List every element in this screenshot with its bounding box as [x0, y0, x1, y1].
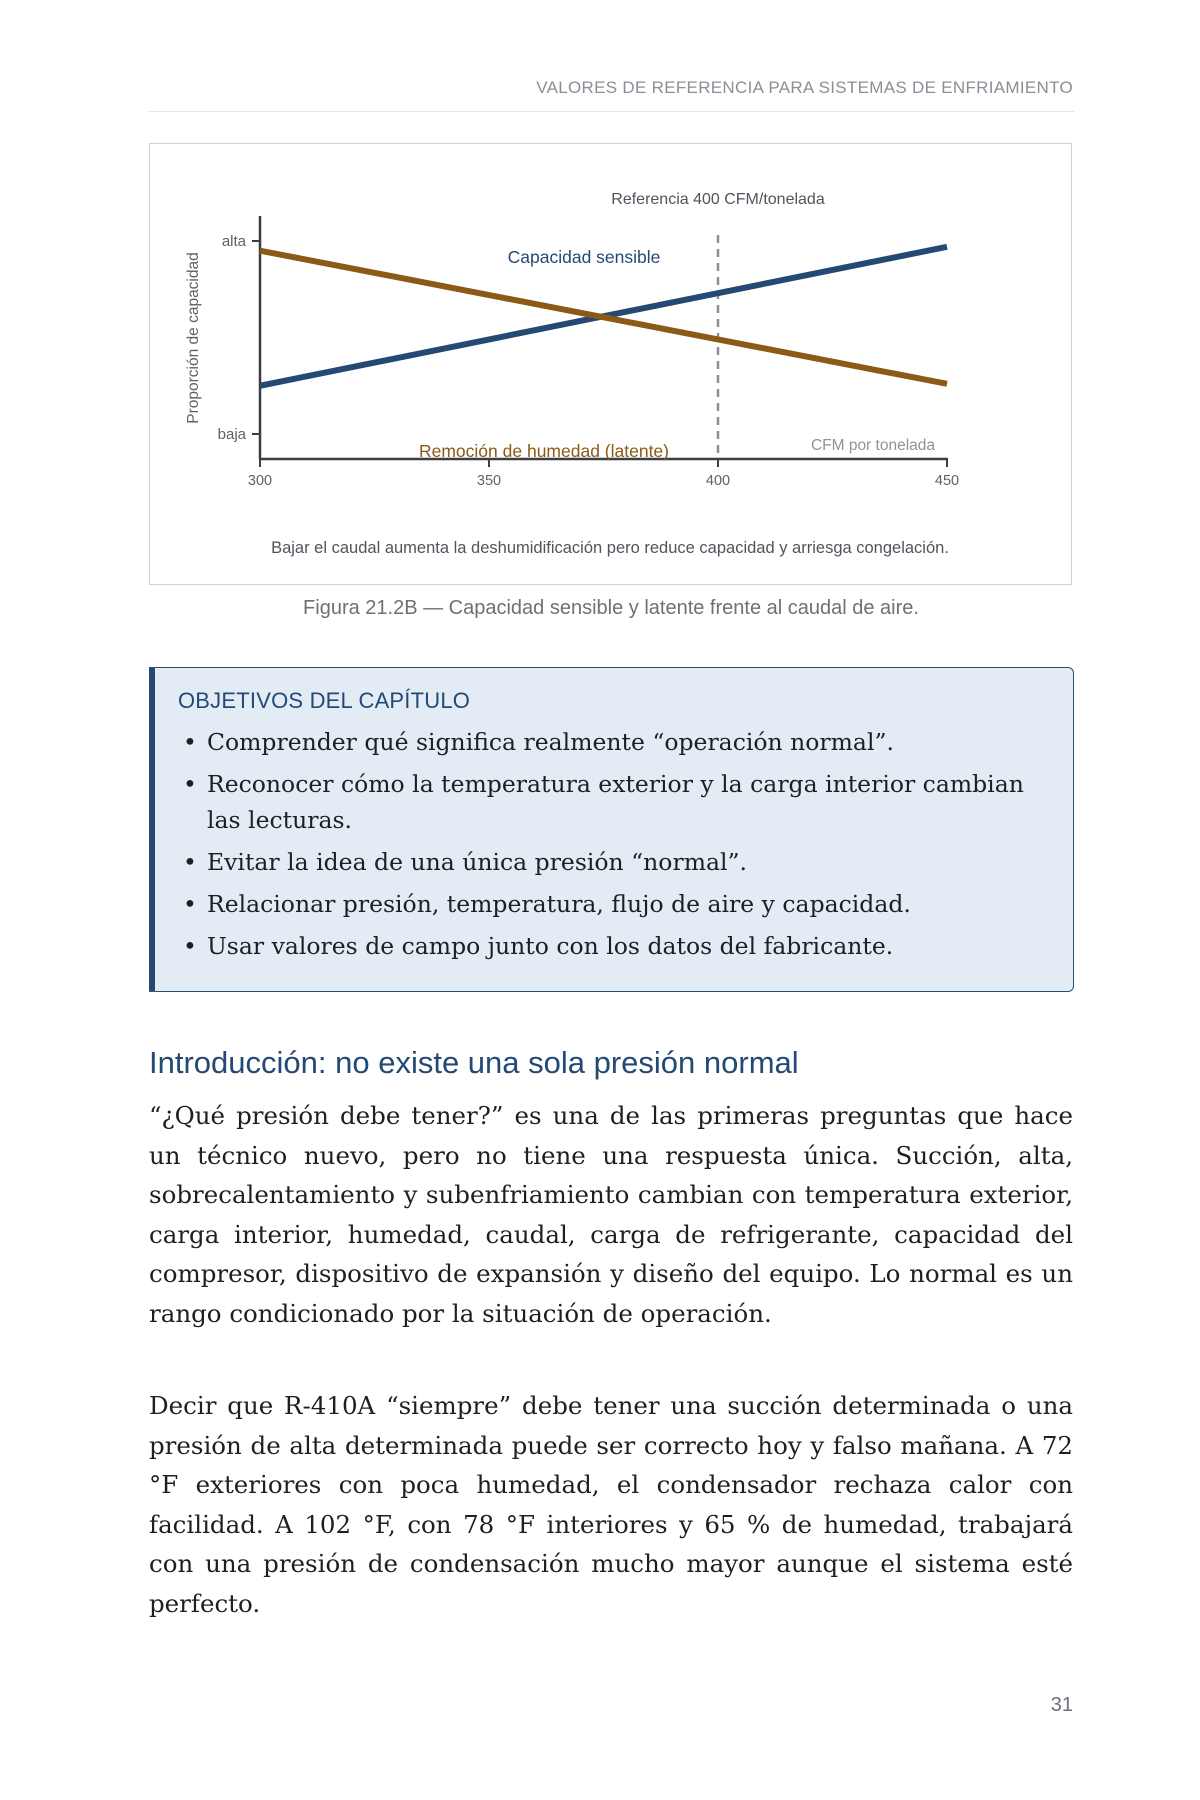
- objective-item: [179, 928, 1039, 964]
- x-tick-label: 400: [705, 473, 731, 489]
- bullet-icon: •: [183, 770, 197, 798]
- page-number: 31: [1050, 1694, 1073, 1716]
- y-axis-label: Proporción de capacidad: [185, 252, 202, 424]
- series-label-latent: Remoción de humedad (latente): [418, 441, 670, 461]
- objective-item: [179, 886, 1039, 922]
- x-tick-label: 450: [934, 473, 960, 489]
- figure-caption: Figura 21.2B — Capacidad sensible y latente frente al caudal de aire.: [303, 597, 919, 619]
- bullet-icon: •: [183, 728, 197, 756]
- objective-item: [179, 844, 1039, 880]
- y-tick-label: alta: [221, 233, 246, 250]
- objective-item: [179, 766, 1039, 838]
- section-heading: Introducción: no existe una sola presión normal: [149, 1045, 799, 1080]
- bullet-icon: •: [183, 848, 197, 876]
- chapter-objectives-box: [149, 667, 1074, 992]
- capacity-chart: [150, 144, 1073, 586]
- objectives-list: [179, 724, 1039, 970]
- objectives-title: OBJETIVOS DEL CAPÍTULO: [178, 688, 471, 713]
- header-divider: [149, 111, 1074, 112]
- y-tick-label: baja: [217, 426, 246, 443]
- body-paragraph: “¿Qué presión debe tener?” es una de las primeras preguntas que hace un técnico nuevo, pero no tiene una respuesta única. Succión, alta, sobrecalentamiento y subenfriamiento cambian con temperatura exterior, carga interior, humedad, caudal, carga de refrigerante, capacidad del compresor, dispositivo de expansión y diseño del equipo. Lo normal es un rango condicionado por la situación de operación.: [149, 1101, 1073, 1328]
- series-label-sensible: Capacidad sensible: [507, 247, 661, 267]
- objective-text: Usar valores de campo junto con los datos del fabricante.: [207, 932, 894, 960]
- reference-line-label: Referencia 400 CFM/tonelada: [611, 191, 825, 208]
- body-paragraph: Decir que R-410A “siempre” debe tener una succión determinada o una presión de alta determinada puede ser correcto hoy y falso mañana. A 72 °F exteriores con poca humedad, el condensador rechaza calor con facilidad. A 102 °F, con 78 °F interiores y 65 % de humedad, trabajará con una presión de condensación mucho mayor aunque el sistema esté perfecto.: [149, 1391, 1073, 1618]
- x-axis-label: CFM por tonelada: [810, 437, 935, 454]
- objective-text: Reconocer cómo la temperatura exterior y la carga interior cambian las lecturas.: [207, 770, 1024, 834]
- objective-text: Evitar la idea de una única presión “normal”.: [207, 848, 747, 876]
- x-tick-label: 300: [247, 473, 273, 489]
- objective-item: [179, 724, 1039, 760]
- figure-frame: [149, 143, 1072, 585]
- chart-note: Bajar el caudal aumenta la deshumidificación pero reduce capacidad y arriesga congelación.: [271, 539, 949, 557]
- bullet-icon: •: [183, 932, 197, 960]
- x-tick-label: 350: [476, 473, 502, 489]
- running-header: VALORES DE REFERENCIA PARA SISTEMAS DE ENFRIAMIENTO: [536, 78, 1073, 97]
- objective-text: Comprender qué significa realmente “operación normal”.: [207, 728, 894, 756]
- bullet-icon: •: [183, 890, 197, 918]
- objective-text: Relacionar presión, temperatura, flujo de aire y capacidad.: [207, 890, 911, 918]
